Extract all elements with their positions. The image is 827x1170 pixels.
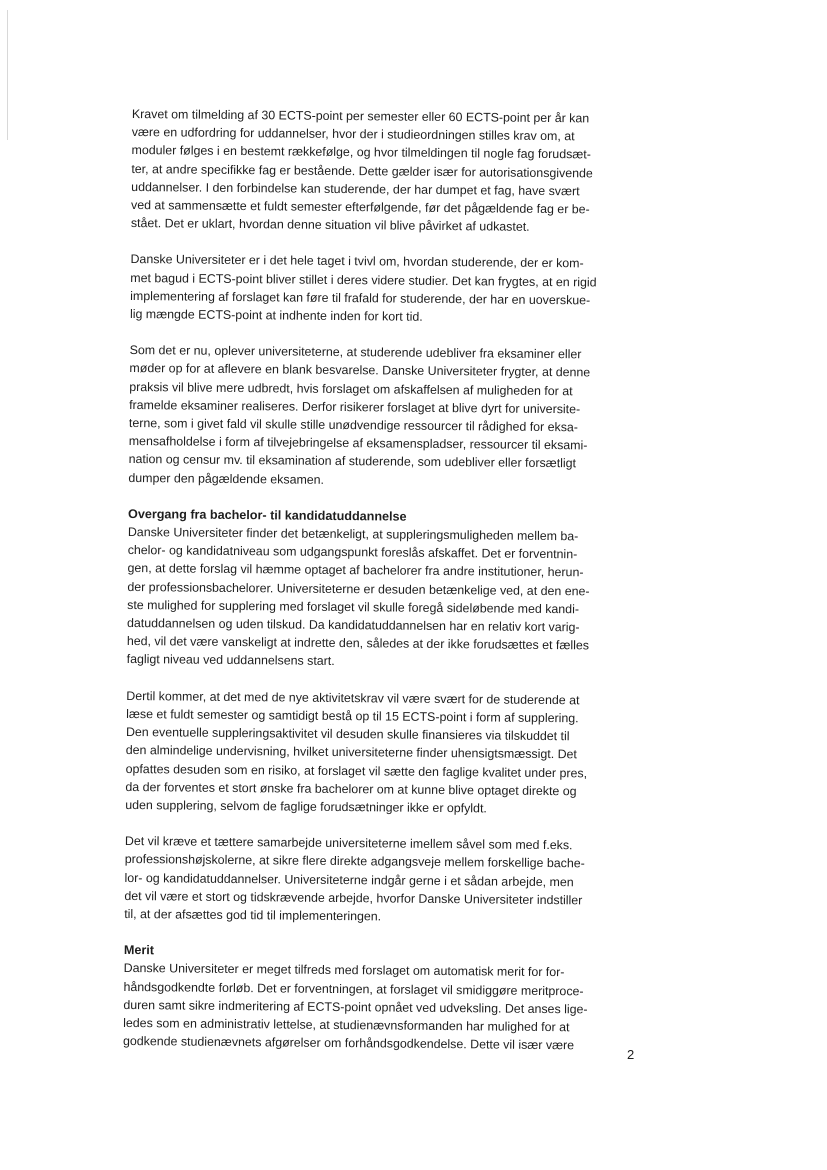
text-line: uden supplering, selvom de faglige forudsætninger ikke er opfyldt. bbox=[125, 797, 487, 816]
text-line: Kravet om tilmelding af 30 ECTS-point per semester eller 60 ECTS-point per år kan bbox=[131, 106, 590, 126]
paragraph-collaboration bbox=[124, 832, 635, 928]
paragraph-supplement-abolition bbox=[127, 523, 638, 674]
scan-edge-line bbox=[7, 10, 8, 140]
text-line: være en udfordring for uddannelser, hvor der i studieordningen stilles krav om, at bbox=[131, 125, 575, 144]
text-line: Danske Universiteter er i det hele taget i tvivl om, hvordan studerende, der er kom- bbox=[130, 252, 584, 271]
text-line: det vil være et stort og tidskrævende arbejde, hvorfor Danske Universiteter indstiller bbox=[124, 888, 583, 908]
text-line: praksis vil blive mere udbredt, hvis forslaget om afskaffelsen af muligheden for at bbox=[129, 379, 573, 398]
text-line: møder op for at aflevere en blank besvarelse. Danske Universiteter frygter, at denne bbox=[129, 361, 591, 380]
paragraph-activity-requirements bbox=[125, 687, 636, 819]
paragraph-exam-absence bbox=[128, 341, 639, 492]
text-line: ter, at andre specifikke fag er bestående. Dette gælder især for autorisationsgivende bbox=[131, 161, 593, 181]
text-line: datuddannelsen og uden tilskud. Da kandidatuddannelsen har en relativ kort varig- bbox=[126, 616, 580, 635]
text-line: mensafholdelse i form af tilvejebringelse af eksamenspladser, ressourcer til eksami- bbox=[128, 434, 588, 453]
text-line: chelor- og kandidatniveau som udgangspunkt foreslås afskaffet. Det er forventnin- bbox=[127, 543, 578, 562]
text-line: met bagud i ECTS-point bliver stillet i deres videre studier. Det kan frygtes, at en rigid bbox=[130, 270, 597, 290]
text-line: Dertil kommer, at det med de nye aktivitetskrav vil være svært for de studerende at bbox=[126, 688, 580, 708]
text-line: læse et fuldt semester og samtidigt bestå op til 15 ECTS-point i form af supplering. bbox=[126, 706, 579, 726]
page-number: 2 bbox=[627, 1047, 635, 1062]
text-line: gen, at dette forslag vil hæmme optaget af bachelorer fra andre institutioner, herun- bbox=[127, 561, 584, 580]
text-line: Det vil kræve et tættere samarbejde universiteterne imellem såvel som med f.eks. bbox=[124, 834, 573, 853]
text-line: terne, som i givet fald vil skulle stille unødvendige ressourcer til rådighed for eksa- bbox=[128, 416, 579, 435]
text-line: ledes som en administrativ lettelse, at studienævnsformanden har mulighed for at bbox=[123, 1015, 570, 1035]
text-line: dumper den pågældende eksamen. bbox=[128, 470, 325, 487]
text-line: stået. Det er uklart, hvordan denne situation vil blive påvirket af udkastet. bbox=[130, 216, 530, 235]
text-line: Som det er nu, oplever universiteterne, at studerende udebliver fra eksaminer eller bbox=[129, 343, 582, 362]
text-line: håndsgodkendte forløb. Det er forventningen, at forslaget vil smidiggøre meritproce- bbox=[123, 979, 584, 998]
text-line: lig mængde ECTS-point at indhente inden for kort tid. bbox=[129, 307, 423, 324]
text-line: nation og censur mv. til eksamination af studerende, som udebliver eller forsætligt bbox=[128, 452, 577, 471]
text-line: der professionsbachelorer. Universiteterne er desuden betænkelige ved, at den ene- bbox=[127, 579, 590, 599]
document-body bbox=[123, 105, 642, 1055]
paragraph-ects-registration bbox=[131, 105, 642, 237]
text-line: framelde eksaminer realiseres. Derfor risikerer forslaget at blive dyrt for universite- bbox=[129, 397, 581, 417]
text-line: fagligt niveau ved uddannelsens start. bbox=[126, 652, 335, 669]
text-line: lor- og kandidatuddannelser. Universiteterne indgår gerne i et sådan arbejde, men bbox=[124, 870, 574, 889]
text-line: moduler følges i en bestemt rækkefølge, og hvor tilmeldingen til nogle fag forudsæt- bbox=[131, 143, 591, 162]
paragraph-merit bbox=[123, 959, 634, 1055]
text-line: professionshøjskolerne, at sikre flere direkte adgangsveje mellem forskellige bache- bbox=[124, 852, 585, 871]
text-line: duren samt sikre indmeritering af ECTS-point opnået ved udveksling. Det anses lige- bbox=[123, 997, 588, 1017]
text-line: til, at der afsættes god tid til implementeringen. bbox=[124, 906, 382, 924]
text-line: ved at sammensætte et fuldt semester efterfølgende, før det pågældende fag er be- bbox=[130, 198, 590, 217]
text-line: godkende studienævnets afgørelser om forhåndsgodkendelse. Dette vil især være bbox=[122, 1034, 575, 1053]
text-line: Danske Universiteter er meget tilfreds med forslaget om automatisk merit for for- bbox=[123, 961, 565, 980]
text-line: Den eventuelle suppleringsaktivitet vil desuden skulle finansieres via tilskuddet til bbox=[125, 725, 570, 744]
text-line: da der forventes et stort ønske fra bachelorer om at kunne blive optaget direkte og bbox=[125, 779, 577, 799]
section-heading-bachelor-transition: Overgang fra bachelor- til kandidatuddannelse bbox=[128, 506, 407, 524]
paragraph-behind-ects bbox=[130, 250, 641, 328]
text-line: uddannelser. I den forbindelse kan studerende, der har dumpet et fag, have svært bbox=[131, 179, 580, 199]
text-line: implementering af forslaget kan føre til frafald for studerende, der har en uoverskue- bbox=[130, 288, 591, 308]
section-heading-merit: Merit bbox=[123, 943, 155, 958]
text-line: Danske Universiteter finder det betænkeligt, at suppleringsmuligheden mellem ba- bbox=[127, 525, 579, 544]
text-line: ste mulighed for supplering med forslaget vil skulle foregå sideløbende med kandi- bbox=[127, 597, 580, 617]
text-line: hed, vil det være vanskeligt at indrette den, således at der ikke forudsættes et fælles bbox=[126, 634, 590, 653]
text-line: den almindelige undervisning, hvilket universiteterne finder uhensigtsmæssigt. Det bbox=[125, 743, 577, 762]
text-line: opfattes desuden som en risiko, at forslaget vil sætte den faglige kvalitet under pres, bbox=[125, 761, 588, 780]
